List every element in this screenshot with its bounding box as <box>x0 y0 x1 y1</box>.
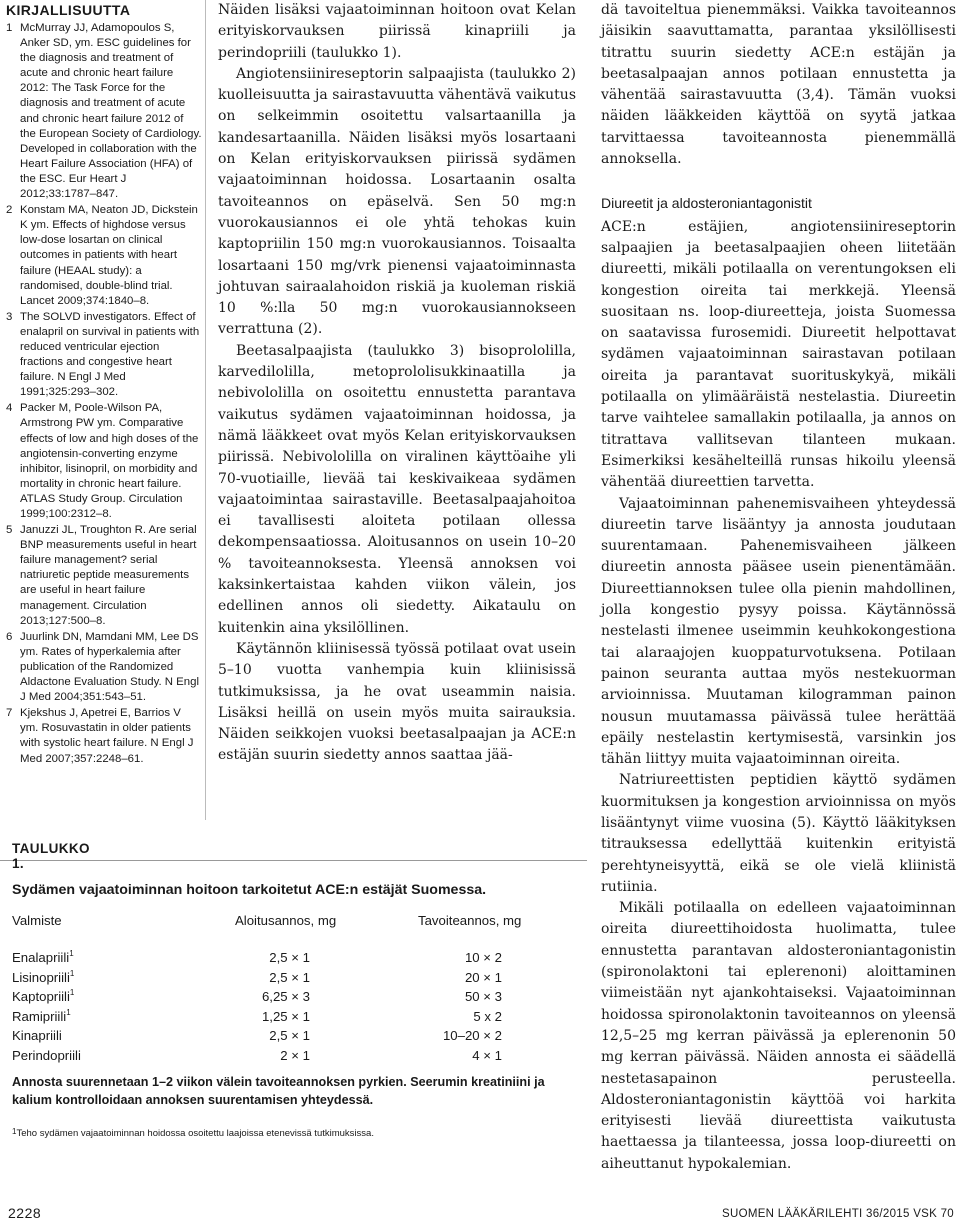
table-box <box>0 838 587 1146</box>
reference-number: 5 <box>6 524 13 537</box>
column-divider <box>205 0 206 820</box>
references-section <box>6 2 202 768</box>
body-paragraph: Beetasalpaajista (taulukko 3) bisoprololilla, karvedilolilla, metoprololisukkinaatilla ja nebivololilla on osoitettu ennustetta parantava vaikutus sydämen vajaatoiminnan hoidossa, ja nämä lääkkeet ovat myös Kelan erityiskorvauksen piirissä. Nebivololilla on viralinen käyttöaihe yli 70-vuotiaille, lievää tai keskivaikeaa sydämen vajaatoimintaa sairastaville. Beetasalpaajahoitoa ei tavallisesti aloiteta potilaan ollessa dekompensaatiossa. Aloitusannos on usein 10–20 % tavoiteannoksesta. Yleensä annoksen voi kaksinkertaistaa kahden viikon välein, jos edellinen annos oli siedetty. Aikataulu on kuitenkin aina yksilöllinen. <box>218 342 576 636</box>
reference-text: McMurray JJ, Adamopoulos S, Anker SD, ym. ESC guidelines for the diagnosis and treatment of acute and chronic heart failure 2012: The Task Force for the diagnosis and treatment of acute and chronic heart failure 2012 of the European Society of Cardiology. Developed in collaboration with the Heart Failure Association (HFA) of the ESC. Eur Heart J 2012;33:1787–847. <box>20 22 202 201</box>
table-cell-start: 2,5 × 1 <box>269 969 310 985</box>
body-column-middle <box>218 0 576 767</box>
references-heading: KIRJALLISUUTTA <box>6 2 131 18</box>
table-cell-start: 1,25 × 1 <box>261 1008 310 1024</box>
table-cell-target: 4 × 1 <box>472 1047 502 1063</box>
reference-item <box>6 310 202 401</box>
table-cell-start: 2,5 × 1 <box>269 1028 310 1043</box>
footnote-mark: 1 <box>69 949 74 958</box>
body-paragraph: Natriureettisten peptidien käyttö sydämen kuormituksen ja kongestion arvioinnissa on myös lisääntynyt viime vuosina (5). Käyttö lääkityksen titrauksessa edellyttää kuitenkin erityistä perehtyneisyyttä, eikä se ole vielä kliinistä rutiinia. <box>601 772 956 895</box>
table-label: TAULUKKO 1. <box>0 838 97 860</box>
reference-number: 3 <box>6 310 13 323</box>
table-cell-name <box>12 1009 71 1024</box>
reference-text: Januzzi JL, Troughton R. Are serial BNP measurements useful in heart failure management? serial natriuretic peptide measurements are useful in heart failure management. Circulation 2013;127:500–8. <box>20 524 197 627</box>
footnote-mark: 1 <box>66 1007 71 1017</box>
body-paragraph: Angiotensiinireseptorin salpaajista (taulukko 2) kuolleisuutta ja sairastavuutta vähentävä vaikutus on selkeimmin osoitettu valsartaanilla ja kandesartaanilla. Näiden lisäksi myös losartaani on Kelan erityiskorvauksen piirissä sydämen vajaatoiminnan hoidossa. Losartaanin osalta tavoiteannos on epäselvä. Sen 50 mg:n vuorokausiannos ei ole yhtä tehokas kuin kaptopriilin 150 mg:n vuorokausiannos. Toisaalta losartaani 150 mg/vrk pienensi vajaatoiminnasta johtuvan sairaalahoidon riskiä ja kuoleman riskiä 10 %:lla 50 mg:n vuorokausiannokseen verrattuna (2). <box>218 65 576 338</box>
table-header-cell: Valmiste <box>12 913 62 928</box>
reference-item <box>6 706 202 766</box>
footnote-mark: 1 <box>69 988 75 997</box>
reference-number: 1 <box>6 22 13 34</box>
body-paragraph: Vajaatoiminnan pahenemisvaiheen yhteydessä diureetin tarve lisääntyy ja annosta joudutaan suurentamaan. Pahenemisvaiheen jälkeen diureetin annosta pääsee usein pienentämään. Diureettiannoksen tulee olla pienin mahdollinen, jolla kongestio pysyy poissa. Käytännössä nestelasti ilmenee useimmin keuhkokongestiona tai alaraajojen kuoppaturvotuksena. Potilaan painon seuranta auttaa myös nestekuorman arvioinnissa. Muutaman kilogramman painon nousun muutamassa päivässä tulee herättää epäily nestelastin kertymisestä, varsinkin jos tähän liittyy muita vajaatoiminnan oireita. <box>601 495 956 768</box>
drug-name: Kinapriili <box>12 1028 62 1043</box>
journal-footer: SUOMEN LÄÄKÄRILEHTI 36/2015 VSK 70 <box>722 1208 954 1220</box>
table-cell-start: 6,25 × 3 <box>261 989 310 1004</box>
table-cell-target: 50 × 3 <box>464 989 502 1004</box>
drug-name: Enalapriili <box>12 950 70 965</box>
table-cell-target: 5 x 2 <box>473 1008 502 1024</box>
table-footnote <box>12 1128 374 1139</box>
reference-text: Konstam MA, Neaton JD, Dickstein K ym. Effects of highdose versus low-dose losartan on clinical outcomes in patients with heart failure (HEAAL study): a randomised, double-blind trial. Lancet 2009;374:1840–8. <box>20 204 198 307</box>
reference-number: 4 <box>6 402 13 415</box>
table-cell-target: 20 × 1 <box>464 969 502 985</box>
body-paragraph: Käytännön kliinisessä työssä potilaat ovat usein 5–10 vuotta vanhempia kuin kliinisissä tutkimuksissa, ja he ovat useammin naisia. Lisäksi heillä on usein myös muita sairauksia. Näiden seikkojen vuoksi beetasalpaajan ja ACE:n estäjän suurin siedetty annos saattaa jää- <box>218 640 576 764</box>
table-cell-target: 10–20 × 2 <box>442 1028 502 1043</box>
drug-name: Kaptopriili <box>12 989 70 1004</box>
table-cell-name <box>12 1048 81 1063</box>
table-cell-start: 2,5 × 1 <box>269 950 310 965</box>
reference-text: The SOLVD investigators. Effect of enalapril on survival in patients with reduced ventricular ejection fractions and congestive heart failure. N Engl J Med 1991;325:293–302. <box>20 310 200 399</box>
body-paragraph: ACE:n estäjien, angiotensiinireseptorin salpaajien ja beetasalpaajien oheen liitetään diureetti, mikäli potilaalla on verentungoksen eli kongestion oireita tai merkkejä. Yleensä suositaan ns. loop-diureetteja, joista Suomessa on saatavissa furosemidi. Diureetit helpottavat sydämen vajaatoiminnan sairastavan potilaan oireita ja parantavat suorituskykyä, mikäli potilaalla on ylimääräistä nestelastia. Diureetin tarve vaihtelee samallakin potilaalla, ja annos on titrattava vallitsevan tilanteen mukaan. Esimerkiksi kesähelteillä runsas hikoilu yleensä vähentää diureettien tarvetta. <box>601 218 956 491</box>
table-row <box>12 1028 572 1048</box>
table-body <box>12 950 572 1067</box>
footnote-mark: 1 <box>69 968 75 978</box>
body-column-right <box>601 0 956 1175</box>
table-note: Annosta suurennetaan 1–2 viikon välein tavoiteannoksen pyrkien. Seerumin kreatiniini ja kalium kontrolloidaan annoksen suurentamisen yhteydessä. <box>12 1075 545 1107</box>
body-paragraph: dä tavoiteltua pienemmäksi. Vaikka tavoiteannos jäisikin saavuttamatta, parantaa yksilöllisesti titrattu suurin siedetty ACE:n estäjän ja beetasalpaajan annos potilaan ennustetta ja vähentää sairastavuutta (3,4). Tämän vuoksi näiden lääkkeiden käyttöä on syytä jatkaa tarvittaessa tavoiteannosta pienemmällä annoksella. <box>601 2 956 168</box>
reference-text: Juurlink DN, Mamdani MM, Lee DS ym. Rates of hyperkalemia after publication of the Randomized Aldactone Evaluation Study. N Engl J Med 2004;351:543–51. <box>20 630 199 704</box>
page-number: 2228 <box>8 1205 42 1221</box>
table-cell-target: 10 × 2 <box>464 950 502 965</box>
table-row <box>12 950 572 970</box>
reference-item <box>6 203 202 309</box>
table-cell-start: 2 × 1 <box>280 1047 310 1063</box>
table-cell-name <box>12 950 74 965</box>
reference-number: 6 <box>6 630 13 643</box>
reference-item <box>6 523 202 629</box>
reference-item <box>6 630 202 705</box>
table-title: Sydämen vajaatoiminnan hoitoon tarkoitetut ACE:n estäjät Suomessa. <box>12 882 487 898</box>
reference-text: Kjekshus J, Apetrei E, Barrios V ym. Rosuvastatin in older patients with systolic heart failure. N Engl J Med 2007;357:2248–61. <box>20 707 194 765</box>
reference-number: 2 <box>6 204 13 217</box>
body-paragraph: Näiden lisäksi vajaatoiminnan hoitoon ovat Kelan erityiskorvauksen piirissä kinapriili ja perindopriili (taulukko 1). <box>218 2 576 61</box>
table-row <box>12 970 572 990</box>
section-subheading: Diureetit ja aldosteroniantagonistit <box>601 195 812 212</box>
drug-name: Ramipriili <box>12 1008 67 1024</box>
reference-item <box>6 401 202 522</box>
footnote-mark: 1 <box>12 1127 17 1136</box>
table-header-cell: Aloitusannos, mg <box>235 913 337 928</box>
table-cell-name <box>12 970 74 985</box>
table-row <box>12 1048 572 1068</box>
table-row <box>12 1009 572 1029</box>
drug-name: Perindopriili <box>12 1047 81 1063</box>
table-header-cell: Tavoiteannos, mg <box>418 913 522 928</box>
table-cell-name <box>12 989 74 1004</box>
table-row <box>12 989 572 1009</box>
table-cell-name <box>12 1028 62 1043</box>
footnote-text: Teho sydämen vajaatoiminnan hoidossa osoitettu laajoissa etenevissä tutkimuksissa. <box>16 1128 374 1139</box>
reference-item <box>6 21 202 202</box>
drug-name: Lisinopriili <box>12 969 70 985</box>
body-paragraph: Mikäli potilaalla on edelleen vajaatoiminnan oireita diureettihoidosta huolimatta, tulee ennustetta parantavan aldosteroniantagonistin (spironolaktoni tai eplerenoni) aloittaminen viimeistään nyt ajankohtaiseksi. Vajaatoiminnan hoidossa spironolaktonin tavoiteannos on yleensä 12,5–25 mg kerran päivässä ja eplerenonin 50 mg kerran päivässä. Näiden annosta ei säädellä nestetasapainon perusteella. Aldosteroniantagonistin käyttöä voi harkita erityisesti lievää diureettista vaikutusta haettaessa ja tilanteessa, jossa loop-diureetti on aiheuttanut hypokalemian. <box>601 900 956 1172</box>
reference-text: Packer M, Poole-Wilson PA, Armstrong PW ym. Comparative effects of low and high doses of the angiotensin-converting enzyme inhibitor, lisinopril, on morbidity and mortality in chronic heart failure. ATLAS Study Group. Circulation 1999;100:2312–8. <box>20 402 199 520</box>
references-list <box>6 21 202 767</box>
reference-number: 7 <box>6 707 13 720</box>
